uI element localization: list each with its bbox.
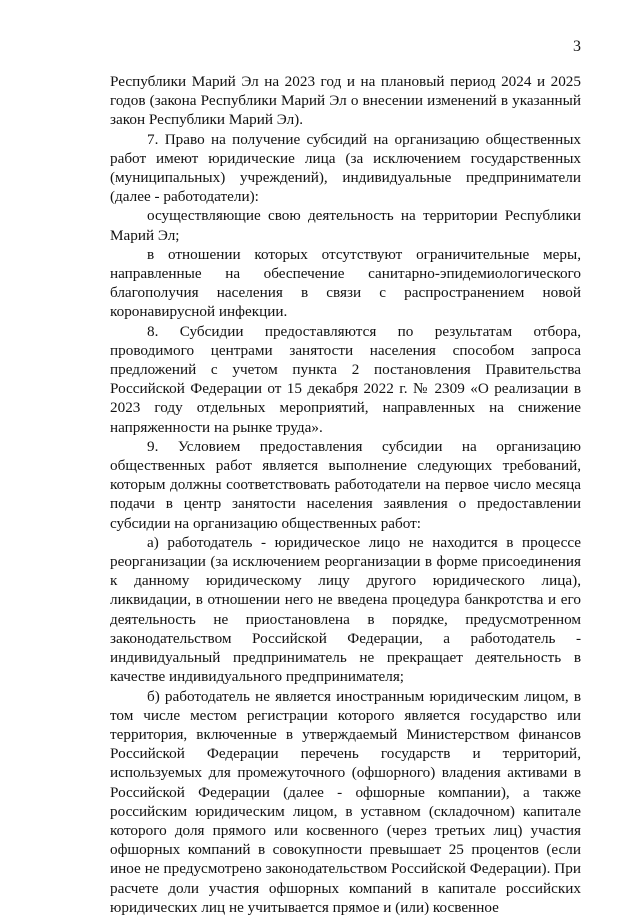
paragraph-clause-9-b: б) работодатель не является иностранным юридическим лицом, в том числе местом регистрации которого является государство или территория, включенные в утверждаемый Министерством финансов Российской Федерации перечень государств и территорий, используемых для промежуточного (офшорного) владения активами в Российской Федерации (далее - офшорные компании), а также российским юридическим лицом, в уставном (складочном) капитале которого доля прямого или косвенного (через третьих лиц) участия офшорных компаний в совокупности превышает 25 процентов (если иное не предусмотрено законодательством Российской Федерации). При расчете доли участия офшорных компаний в капитале российских юридических лиц не учитывается прямое и (или) косвенное — [110, 687, 581, 916]
paragraph-clause-7: 7. Право на получение субсидий на организацию общественных работ имеют юридические лица (за исключением государственных (муниципальных) учреждений), индивидуальные предприниматели (далее - работодатели): — [110, 130, 581, 206]
paragraph-clause-7-condition-1: осуществляющие свою деятельность на территории Республики Марий Эл; — [110, 207, 581, 244]
paragraph-clause-8: 8. Субсидии предоставляются по результатам отбора, проводимого центрами занятости населения способом запроса предложений с учетом пункта 2 постановления Правительства Российской Федерации от 15 декабря 2022 г. № 2309 «О реализации в 2023 году отдельных мероприятий, направленных на снижение напряженности на рынке труда». — [110, 322, 581, 436]
paragraph-continuation: Республики Марий Эл на 2023 год и на плановый период 2024 и 2025 годов (закона Республики Марий Эл о внесении изменений в указанный закон Республики Марий Эл). — [110, 73, 581, 129]
document-body — [110, 72, 581, 917]
paragraph-clause-9: 9. Условием предоставления субсидии на организацию общественных работ является выполнение следующих требований, которым должны соответствовать работодатели на первое число месяца подачи в центр занятости населения заявления о предоставлении субсидии на организацию общественных работ: — [110, 437, 581, 532]
paragraph-clause-7-condition-2: в отношении которых отсутствуют ограничительные меры, направленные на обеспечение санитарно-эпидемиологического благополучия населения в связи с распространением новой коронавирусной инфекции. — [110, 245, 581, 321]
paragraph-clause-9-a: а) работодатель - юридическое лицо не находится в процессе реорганизации (за исключением реорганизации в форме присоединения к данному юридическому лицу другого юридического лица), ликвидации, в отношении него не введена процедура банкротства и его деятельность не приостановлена в порядке, предусмотренном законодательством Российской Федерации, а работодатель - индивидуальный предприниматель не прекращает деятельность в качестве индивидуального предпринимателя; — [110, 533, 581, 686]
page-number: 3 — [573, 38, 581, 55]
